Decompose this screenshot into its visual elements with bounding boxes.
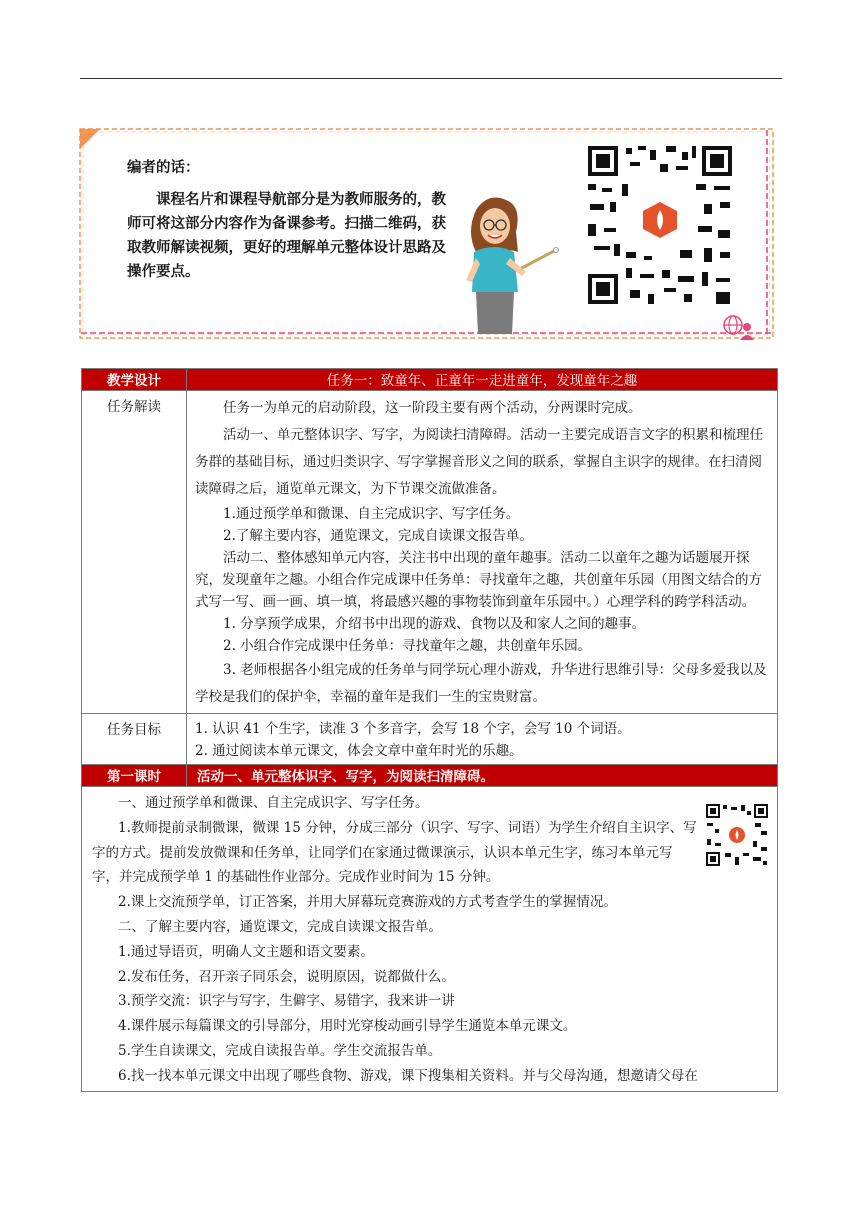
lesson-line: 二、了解主要内容，通览课文，完成自读课文报告单。	[118, 918, 442, 935]
lesson-line: 1.通过导语页，明确人文主题和语文要素。	[118, 943, 374, 960]
header-label: 教学设计	[82, 369, 187, 391]
teaching-design-table	[81, 368, 778, 1092]
paragraph: 任务一为单元的启动阶段，这一阶段主要有两个活动，分两课时完成。	[223, 400, 642, 416]
paragraph: 2. 小组合作完成课中任务单：寻找童年之趣，共创童年乐园。	[223, 638, 592, 654]
goal-item: 2. 通过阅读本单元课文，体会文章中童年时光的乐趣。	[195, 743, 523, 759]
task-goal-content	[187, 714, 778, 765]
lesson1-header-row	[82, 765, 778, 787]
task-goal-label: 任务目标	[82, 714, 187, 765]
lesson-line: 4.课件展示每篇课文的引导部分，用时光穿梭动画引导学生通览本单元课文。	[118, 1018, 577, 1035]
task-explain-content	[187, 391, 778, 714]
lesson-line: 6.找一找本单元课文中出现了哪些食物、游戏，课下搜集相关资料。并与父母沟通，想邀请父母在	[118, 1067, 698, 1084]
lesson1-title: 活动一、单元整体识字、写字，为阅读扫清障碍。	[187, 765, 778, 787]
task-explain-label: 任务解读	[82, 391, 187, 714]
lesson-line: 一、通过预学单和微课、自主完成识字、写字任务。	[118, 795, 429, 811]
teacher-illustration	[448, 192, 560, 334]
editor-title: 编者的话：	[127, 159, 200, 176]
header-title: 任务一：致童年、正童年一走进童年，发现童年之趣	[187, 369, 778, 391]
qr-code-icon[interactable]	[586, 144, 734, 306]
task-goal-row	[82, 714, 778, 765]
lesson-line: 2.课上交流预学单，订正答案，并用大屏幕玩竞赛游戏的方式考查学生的掌握情况。	[118, 894, 617, 911]
editor-body: 课程名片和课程导航部分是为教师服务的，教师可将这部分内容作为备课参考。扫描二维码，获取教师解读视频，更好的理解单元整体设计思路及操作要点。	[127, 191, 446, 280]
lesson-line: 2.发布任务，召开亲子同乐会，说明原因，说都做什么。	[118, 968, 455, 985]
lesson1-content	[82, 787, 778, 1092]
lesson1-content-row	[82, 787, 778, 1092]
table-header-row	[82, 369, 778, 391]
paragraph: 1. 分享预学成果，介绍书中出现的游戏、食物以及和家人之间的趣事。	[223, 616, 646, 632]
lesson1-label: 第一课时	[82, 765, 187, 787]
qr-code-small-icon[interactable]	[705, 803, 769, 867]
lesson-line: 5.学生自读课文，完成自读报告单。学生交流报告单。	[118, 1042, 442, 1059]
paragraph: 活动二、整体感知单元内容，关注书中出现的童年趣事。活动二以童年之趣为话题展开探究，发现童年之趣。小组合作完成课中任务单：寻找童年之趣，共创童年乐园（用图文结合的方式写一写、画一画、填一填，将最感兴趣的事物装饰到童年乐园中。）心理学科的跨学科活动。	[195, 550, 762, 610]
lesson-line: 3.预学交流：识字与写字，生僻字、易错字，我来讲一讲	[118, 993, 455, 1010]
globe-student-icon	[722, 313, 756, 341]
lesson-line: 1.教师提前录制微课，微课 15 分钟，分成三部分（识字、写字、词语）为学生介绍自主识字、写字的方式。提前发放微课和任务单，让同学们在家通过微课演示，认识本单元生字，练习本单元写字，并完成预学单 1 的基础性作业部分。完成作业时间为 15 分钟。	[92, 819, 697, 886]
paragraph: 2.了解主要内容，通览课文，完成自读课文报告单。	[223, 528, 533, 544]
goal-item: 1. 认识 41 个生字，读准 3 个多音字，会写 18 个字，会写 10 个词语。	[195, 721, 631, 737]
paragraph: 3. 老师根据各小组完成的任务单与同学玩心理小游戏，升华进行思维引导：父母多爱我以及学校是我们的保护伞，幸福的童年是我们一生的宝贵财富。	[195, 662, 767, 705]
paragraph: 1.通过预学单和微课、自主完成识字、写字任务。	[223, 506, 520, 522]
paragraph: 活动一、单元整体识字、写字，为阅读扫清障碍。活动一主要完成语言文字的积累和梳理任务群的基础目标，通过归类识字、写字掌握音形义之间的联系，掌握自主识字的规律。在扫清阅读障碍之后，通览单元课文，为下节课交流做准备。	[195, 427, 763, 497]
task-explain-row	[82, 391, 778, 714]
header-rule	[80, 78, 782, 79]
